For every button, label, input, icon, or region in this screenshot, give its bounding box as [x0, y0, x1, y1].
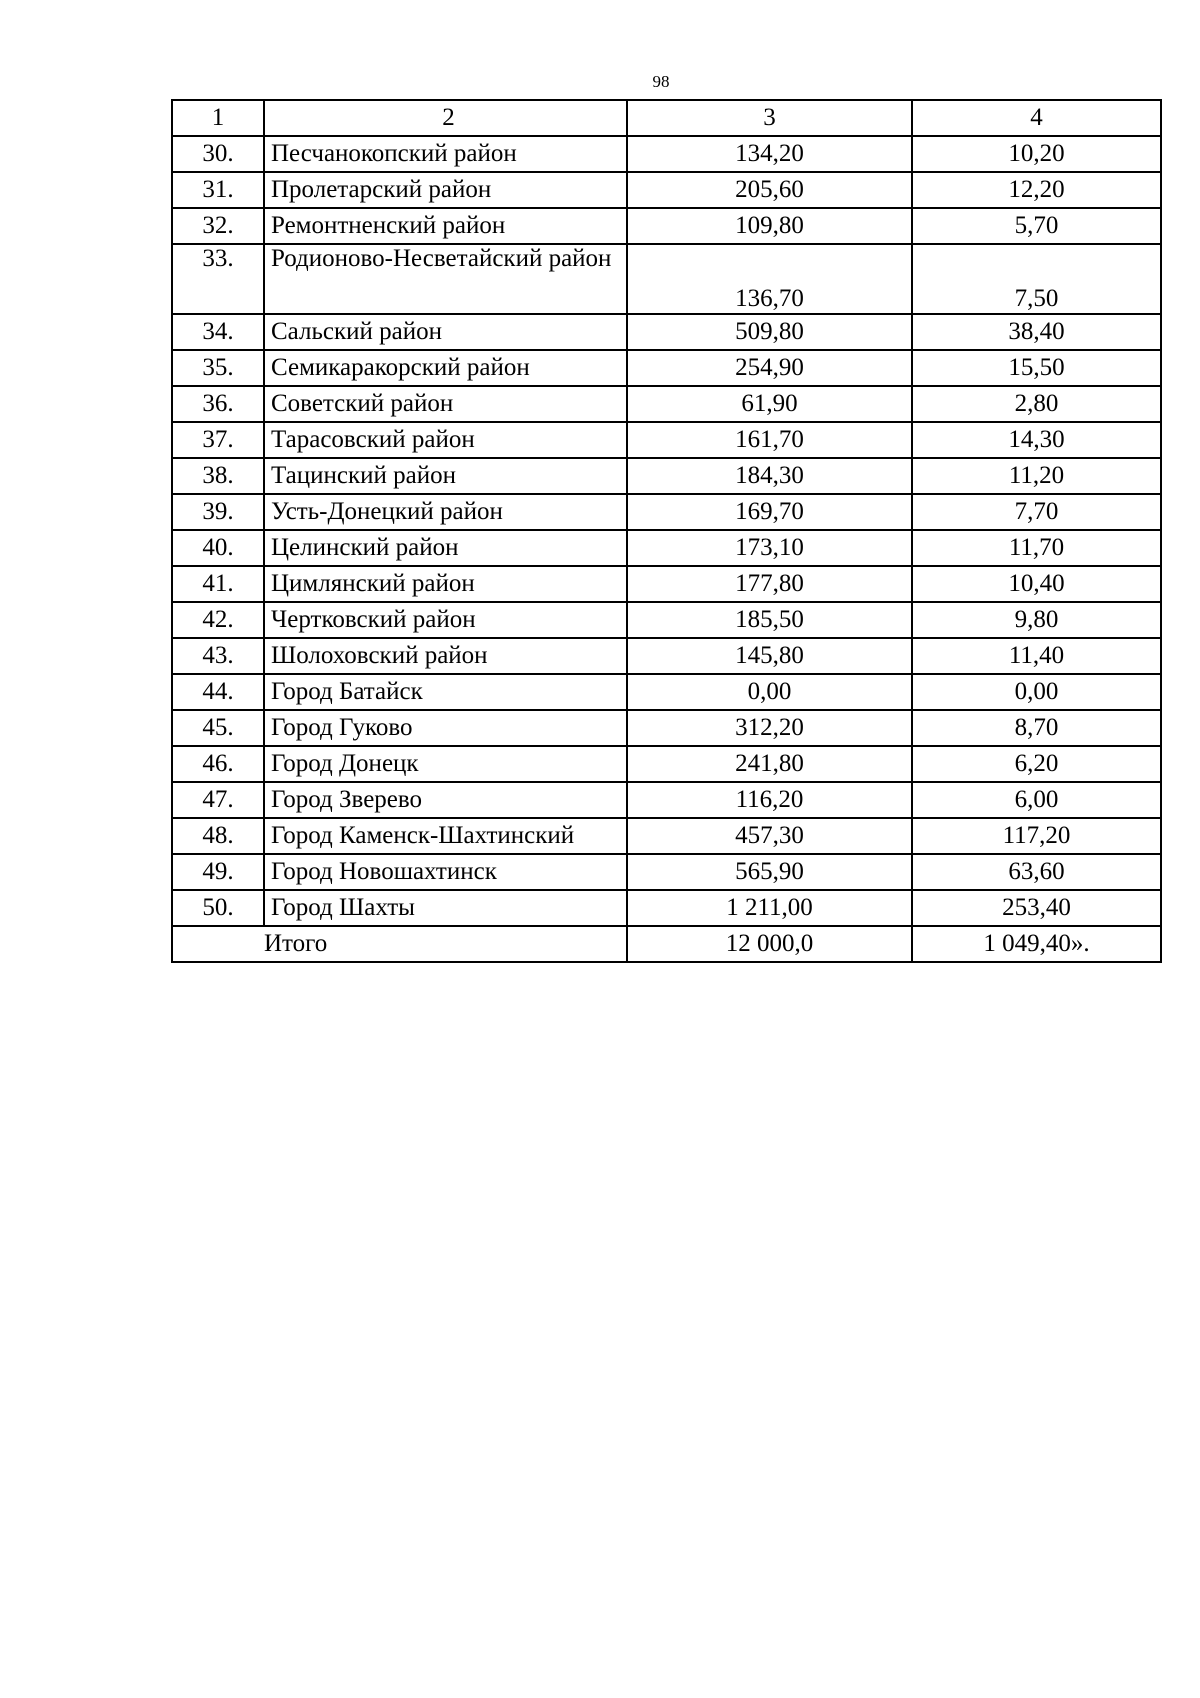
value-col3: 1 211,00 — [627, 890, 912, 926]
row-number: 45. — [172, 710, 264, 746]
district-name: Целинский район — [264, 530, 627, 566]
district-name: Город Каменск-Шахтинский — [264, 818, 627, 854]
total-row — [172, 926, 1161, 962]
table-row — [172, 530, 1161, 566]
value-col3: 509,80 — [627, 314, 912, 350]
allocation-table — [171, 99, 1162, 963]
header-cell-1: 1 — [172, 100, 264, 136]
row-number: 40. — [172, 530, 264, 566]
value-col3: 185,50 — [627, 602, 912, 638]
value-col4: 11,40 — [912, 638, 1161, 674]
value-col4: 117,20 — [912, 818, 1161, 854]
page-number: 98 — [652, 72, 670, 91]
table-row — [172, 710, 1161, 746]
table-row — [172, 674, 1161, 710]
value-col4: 10,40 — [912, 566, 1161, 602]
value-col3: 184,30 — [627, 458, 912, 494]
district-name: Тарасовский район — [264, 422, 627, 458]
value-col3: 161,70 — [627, 422, 912, 458]
table-row — [172, 136, 1161, 172]
value-col3: 134,20 — [627, 136, 912, 172]
table-row — [172, 854, 1161, 890]
value-col4: 253,40 — [912, 890, 1161, 926]
value-col3: 136,70 — [627, 244, 912, 314]
value-col4: 6,00 — [912, 782, 1161, 818]
row-number: 30. — [172, 136, 264, 172]
value-col3: 205,60 — [627, 172, 912, 208]
value-col3: 109,80 — [627, 208, 912, 244]
row-number: 39. — [172, 494, 264, 530]
district-name: Город Шахты — [264, 890, 627, 926]
district-name: Пролетарский район — [264, 172, 627, 208]
district-name: Усть-Донецкий район — [264, 494, 627, 530]
value-col4: 2,80 — [912, 386, 1161, 422]
district-name: Родионово-Несветайский район — [264, 244, 627, 314]
district-name: Город Зверево — [264, 782, 627, 818]
header-cell-4: 4 — [912, 100, 1161, 136]
value-col4: 10,20 — [912, 136, 1161, 172]
total-col4: 1 049,40». — [912, 926, 1161, 962]
district-name: Чертковский район — [264, 602, 627, 638]
value-col3: 169,70 — [627, 494, 912, 530]
district-name: Сальский район — [264, 314, 627, 350]
row-number: 32. — [172, 208, 264, 244]
table-row — [172, 602, 1161, 638]
value-col3: 312,20 — [627, 710, 912, 746]
value-col3: 177,80 — [627, 566, 912, 602]
value-col4: 12,20 — [912, 172, 1161, 208]
row-number: 46. — [172, 746, 264, 782]
total-label: Итого — [172, 926, 627, 962]
district-name: Город Батайск — [264, 674, 627, 710]
table-row — [172, 314, 1161, 350]
table-row — [172, 818, 1161, 854]
district-name: Тацинский район — [264, 458, 627, 494]
district-name: Город Гуково — [264, 710, 627, 746]
row-number: 44. — [172, 674, 264, 710]
value-col4: 15,50 — [912, 350, 1161, 386]
table-row — [172, 172, 1161, 208]
value-col4: 7,50 — [912, 244, 1161, 314]
value-col4: 5,70 — [912, 208, 1161, 244]
district-name: Шолоховский район — [264, 638, 627, 674]
district-name: Город Новошахтинск — [264, 854, 627, 890]
value-col4: 14,30 — [912, 422, 1161, 458]
row-number: 42. — [172, 602, 264, 638]
district-name: Песчанокопский район — [264, 136, 627, 172]
value-col3: 457,30 — [627, 818, 912, 854]
row-number: 33. — [172, 244, 264, 314]
row-number: 34. — [172, 314, 264, 350]
row-number: 47. — [172, 782, 264, 818]
value-col3: 61,90 — [627, 386, 912, 422]
value-col4: 6,20 — [912, 746, 1161, 782]
value-col4: 11,70 — [912, 530, 1161, 566]
table-row — [172, 350, 1161, 386]
value-col4: 11,20 — [912, 458, 1161, 494]
table-row — [172, 782, 1161, 818]
value-col3: 254,90 — [627, 350, 912, 386]
row-number: 31. — [172, 172, 264, 208]
district-name: Город Донецк — [264, 746, 627, 782]
value-col4: 8,70 — [912, 710, 1161, 746]
table-row — [172, 208, 1161, 244]
value-col4: 9,80 — [912, 602, 1161, 638]
row-number: 48. — [172, 818, 264, 854]
row-number: 37. — [172, 422, 264, 458]
table-row — [172, 458, 1161, 494]
value-col4: 0,00 — [912, 674, 1161, 710]
table-header-row — [172, 100, 1161, 136]
value-col3: 145,80 — [627, 638, 912, 674]
value-col4: 38,40 — [912, 314, 1161, 350]
row-number: 35. — [172, 350, 264, 386]
table-row — [172, 890, 1161, 926]
row-number: 41. — [172, 566, 264, 602]
row-number: 49. — [172, 854, 264, 890]
row-number: 36. — [172, 386, 264, 422]
value-col4: 7,70 — [912, 494, 1161, 530]
value-col3: 173,10 — [627, 530, 912, 566]
value-col4: 63,60 — [912, 854, 1161, 890]
table-row — [172, 746, 1161, 782]
header-cell-2: 2 — [264, 100, 627, 136]
header-cell-3: 3 — [627, 100, 912, 136]
value-col3: 0,00 — [627, 674, 912, 710]
district-name: Семикаракорский район — [264, 350, 627, 386]
district-name: Цимлянский район — [264, 566, 627, 602]
value-col3: 241,80 — [627, 746, 912, 782]
table-row — [172, 638, 1161, 674]
table-row — [172, 566, 1161, 602]
district-name: Советский район — [264, 386, 627, 422]
total-col3: 12 000,0 — [627, 926, 912, 962]
table-row — [172, 386, 1161, 422]
row-number: 43. — [172, 638, 264, 674]
allocation-table-container — [171, 99, 1162, 963]
district-name: Ремонтненский район — [264, 208, 627, 244]
row-number: 38. — [172, 458, 264, 494]
table-row — [172, 244, 1161, 314]
row-number: 50. — [172, 890, 264, 926]
table-row — [172, 494, 1161, 530]
table-row — [172, 422, 1161, 458]
value-col3: 565,90 — [627, 854, 912, 890]
value-col3: 116,20 — [627, 782, 912, 818]
table-body — [172, 100, 1161, 962]
